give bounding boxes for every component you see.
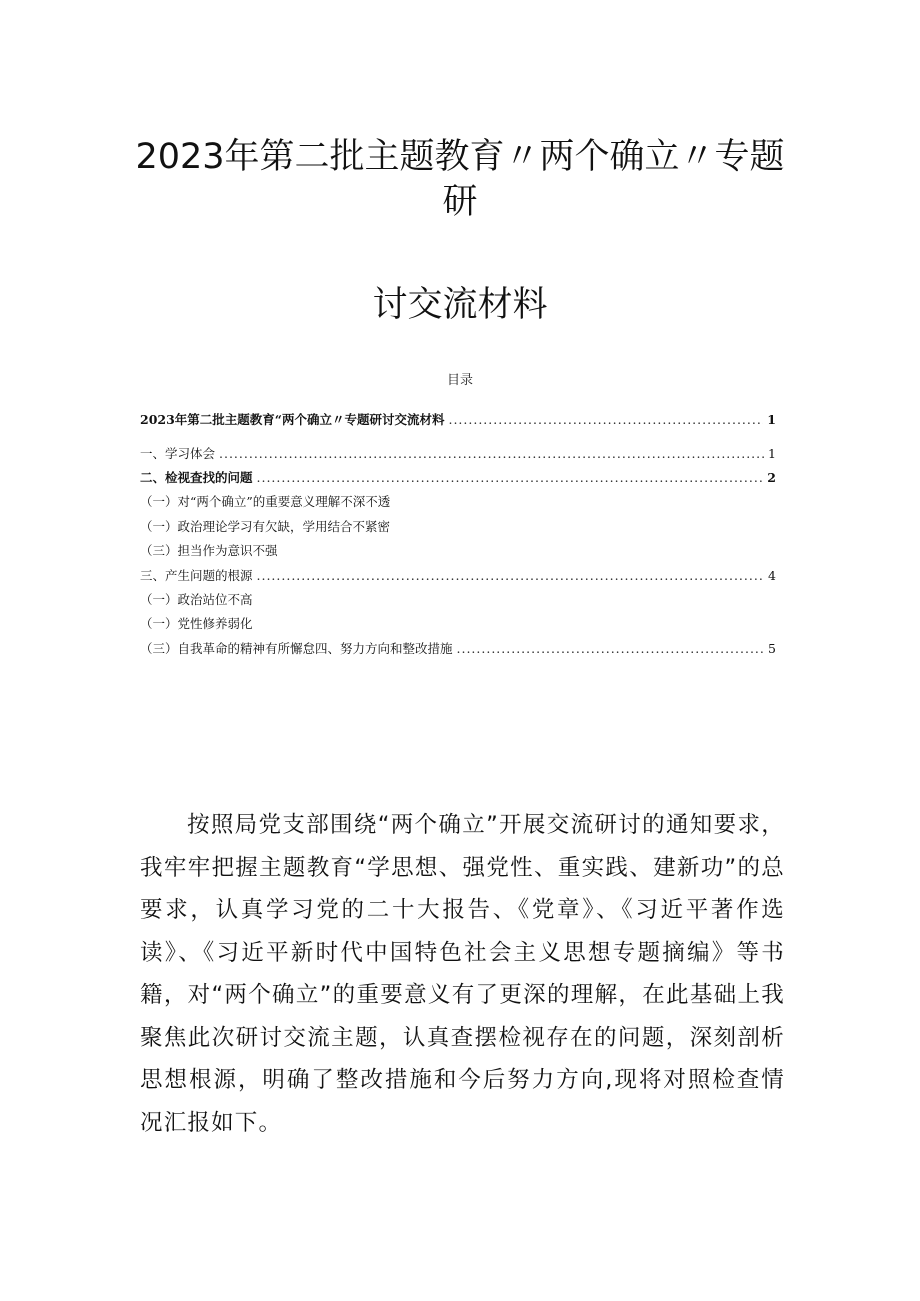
toc-entry-text: （一）党性修养弱化 xyxy=(140,616,253,631)
toc-entry-text: 三、产生问题的根源 xyxy=(140,568,253,583)
toc-entry-text: （一）对“两个确立”的重要意义理解不深不透 xyxy=(140,494,391,509)
toc-entry-text: 二、检视查找的问题 xyxy=(140,470,253,485)
toc-page-number: 5 xyxy=(768,641,776,656)
toc-leader-dots xyxy=(257,470,764,485)
document-title-line-1: 2023年第二批主题教育〃两个确立〃专题 xyxy=(135,137,785,177)
toc-entry-problems[interactable] xyxy=(140,468,776,486)
toc-entry-roots[interactable] xyxy=(140,566,776,584)
toc-entry-study[interactable] xyxy=(140,444,776,462)
toc-heading: 目录 xyxy=(446,373,473,388)
toc-leader-dots xyxy=(219,446,764,461)
toc-entry-title[interactable] xyxy=(140,410,776,428)
toc-entry-sub-2[interactable] xyxy=(140,517,776,535)
toc-entry-sub-6[interactable] xyxy=(140,639,776,657)
toc-leader-dots xyxy=(457,641,765,656)
toc-entry-text: 2023年第二批主题教育“两个确立〃专题研讨交流材料 xyxy=(140,412,445,427)
document-title-line-2: 研 xyxy=(442,182,478,222)
toc-leader-dots xyxy=(257,568,765,583)
toc-entry-sub-5[interactable] xyxy=(140,614,776,632)
document-title-line-3: 讨交流材料 xyxy=(372,285,548,325)
toc-entry-sub-4[interactable] xyxy=(140,590,776,608)
toc-page-number: 4 xyxy=(768,568,776,583)
toc-entry-sub-3[interactable] xyxy=(140,541,776,559)
toc-page-number: 2 xyxy=(767,470,776,485)
toc-leader-dots xyxy=(448,412,763,427)
toc-entry-text: （三）担当作为意识不强 xyxy=(140,543,278,558)
toc-page-number: 1 xyxy=(768,446,776,461)
toc-entry-text: （一）政治站位不高 xyxy=(140,592,253,607)
toc-entry-sub-1[interactable] xyxy=(140,492,776,510)
toc-entry-text: 一、学习体会 xyxy=(140,446,216,461)
toc-entry-text: （三）自我革命的精神有所懈怠四、努力方向和整改措施 xyxy=(140,641,453,656)
toc-entry-text: （一）政治理论学习有欠缺，学用结合不紧密 xyxy=(140,519,391,534)
body-paragraph: 按照局党支部围绕“两个确立”开展交流研讨的通知要求，我牢牢把握主题教育“学思想、强党性、重实践、建新功”的总要求，认真学习党的二十大报告、《党章》、《习近平著作选读》、《习近平新时代中国特色社会主义思想专题摘编》等书籍，对“两个确立”的重要意义有了更深的理解，在此基础上我聚焦此次研讨交流主题，认真查摆检视存在的问题，深刻剖析思想根源，明确了整改措施和今后努力方向,现将对照检查情况汇报如下。 xyxy=(140,812,785,1136)
toc-page-number: 1 xyxy=(767,412,776,427)
